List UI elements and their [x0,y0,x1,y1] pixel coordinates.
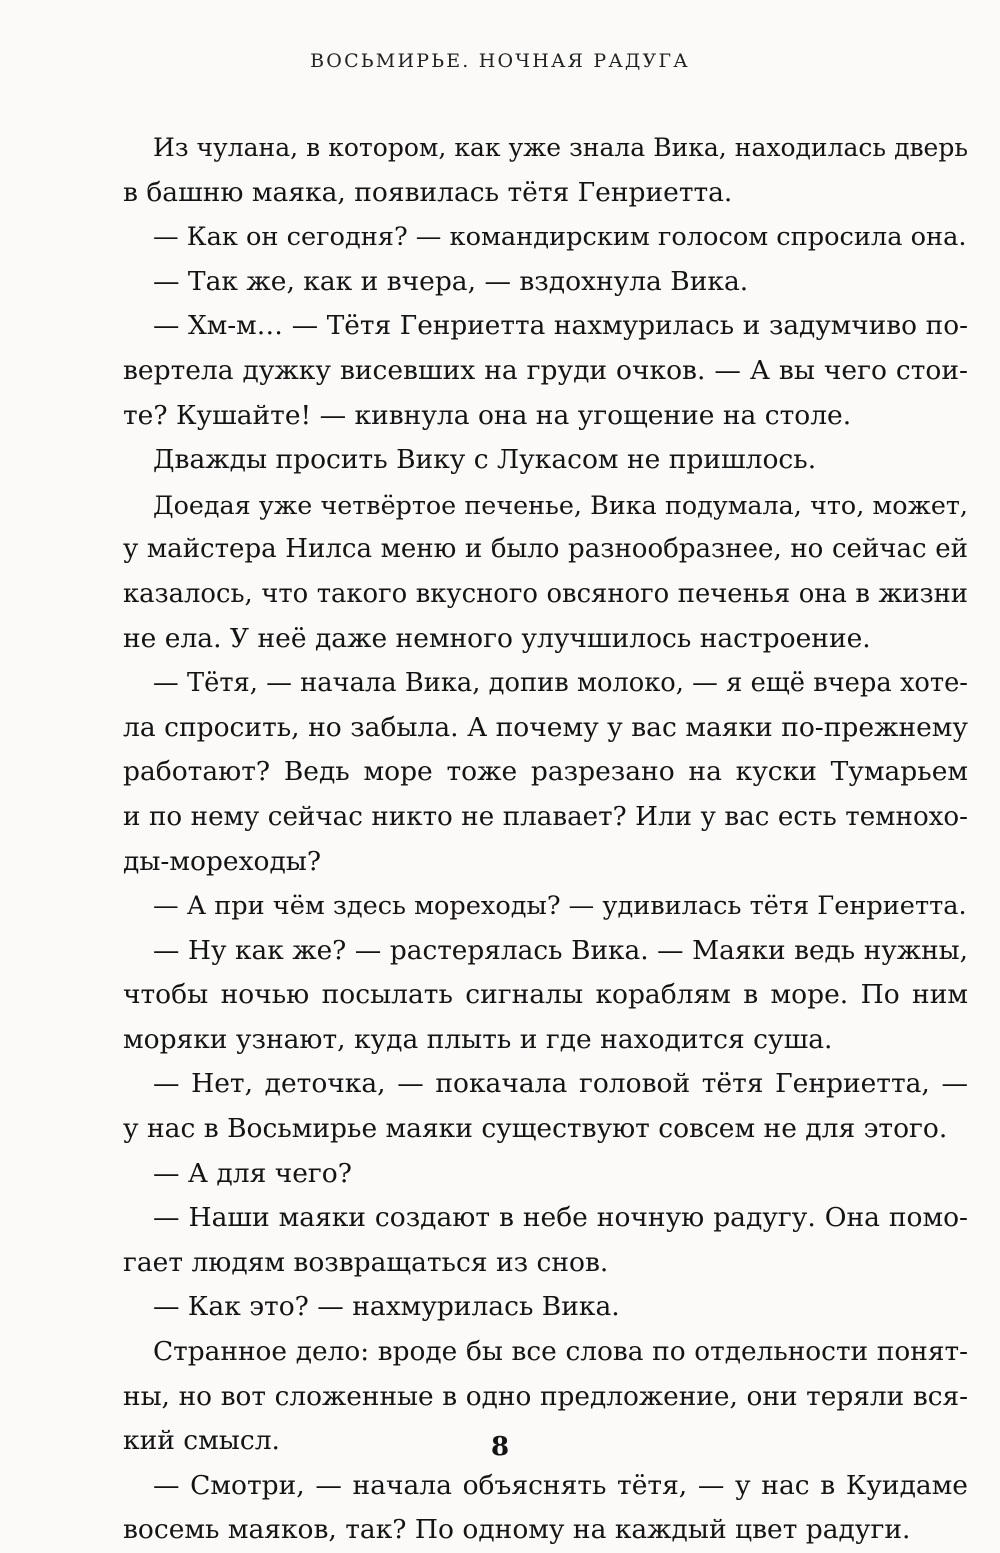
text-line: ды-мореходы? [123,845,322,877]
page-number: 8 [490,1432,510,1462]
body-text [123,126,968,1553]
text-line: ла спросить, но забыла. А почему у вас маяки по-прежнему [123,711,968,743]
text-line: Дважды просить Вику с Лукасом не пришлось. [153,444,817,476]
text-line: — Как это? — нахмурилась Вика. [153,1291,620,1323]
text-line: казалось, что такого вкусного овсяного печенья она в жизни [123,578,968,609]
paragraph [123,1285,968,1330]
text-line: — Так же, как и вчера, — вздохнула Вика. [153,265,749,297]
text-line: Доедая уже четвёртое печенье, Вика подумала, что, может, [153,489,968,520]
text-line: в башню маяка, появилась тётя Генриетта. [123,176,733,208]
text-line: Из чулана, в котором, как уже знала Вика, находилась дверь [153,133,968,162]
text-line: у нас в Восьмирье маяки существуют совсем не для этого. [123,1113,948,1145]
text-line: те? Кушайте! — кивнула она на угощение на столе. [123,399,852,431]
text-line: ны, но вот сложенные в одно предложение, они теряли вся- [123,1381,968,1412]
text-line: Странное дело: вроде бы все слова по отдельности понят- [153,1337,968,1368]
text-line: работают? Ведь море тоже разрезано на куски Тумарьем [123,756,968,788]
text-line: кий смысл. [123,1425,280,1457]
paragraph [123,1196,968,1285]
paragraph [123,483,968,661]
text-line: — Хм-м… — Тётя Генриетта нахмурилась и задумчиво по- [153,311,968,342]
text-line: не ела. У неё даже немного улучшилось настроение. [123,622,871,654]
paragraph [123,661,968,884]
paragraph [123,929,968,1063]
text-line: — Ну как же? — растерялась Вика. — Маяки ведь нужны, [153,935,968,966]
text-line: вертела дужку висевших на груди очков. — А вы чего стои- [123,354,968,386]
text-line: — Смотри, — начала объяснять тётя, — у нас в Куидаме [153,1469,968,1501]
text-line: гает людям возвращаться из снов. [123,1246,609,1278]
paragraph [123,126,968,215]
text-line: восемь маяков, так? По одному на каждый цвет радуги. [123,1514,911,1546]
paragraph [123,1152,968,1197]
text-line: и по нему сейчас никто не плавает? Или у вас есть темнохо- [123,801,968,832]
paragraph [123,438,968,483]
text-line: — А при чём здесь мореходы? — удивилась тётя Генриетта. [153,891,967,922]
paragraph [123,260,968,305]
text-line: — Наши маяки создают в небе ночную радугу. Она помо- [153,1202,968,1234]
paragraph [123,884,968,929]
text-line: — А для чего? [153,1157,352,1189]
text-line: — Как он сегодня? — командирским голосом спросила она. [153,222,967,253]
text-line: моряки узнают, куда плыть и где находится суша. [123,1023,833,1055]
text-line: у майстера Нилса меню и было разнообразнее, но сейчас ей [123,534,968,565]
running-head: ВОСЬМИРЬЕ. НОЧНАЯ РАДУГА [310,50,690,72]
text-line: чтобы ночью посылать сигналы кораблям в море. По ним [123,979,968,1011]
paragraph [123,1464,968,1553]
text-line: — Тётя, — начала Вика, допив молоко, — я ещё вчера хоте- [153,668,968,699]
paragraph [123,304,968,438]
paragraph [123,1062,968,1151]
text-line: — Нет, деточка, — покачала головой тётя Генриетта, — [153,1068,968,1100]
paragraph [123,215,968,260]
